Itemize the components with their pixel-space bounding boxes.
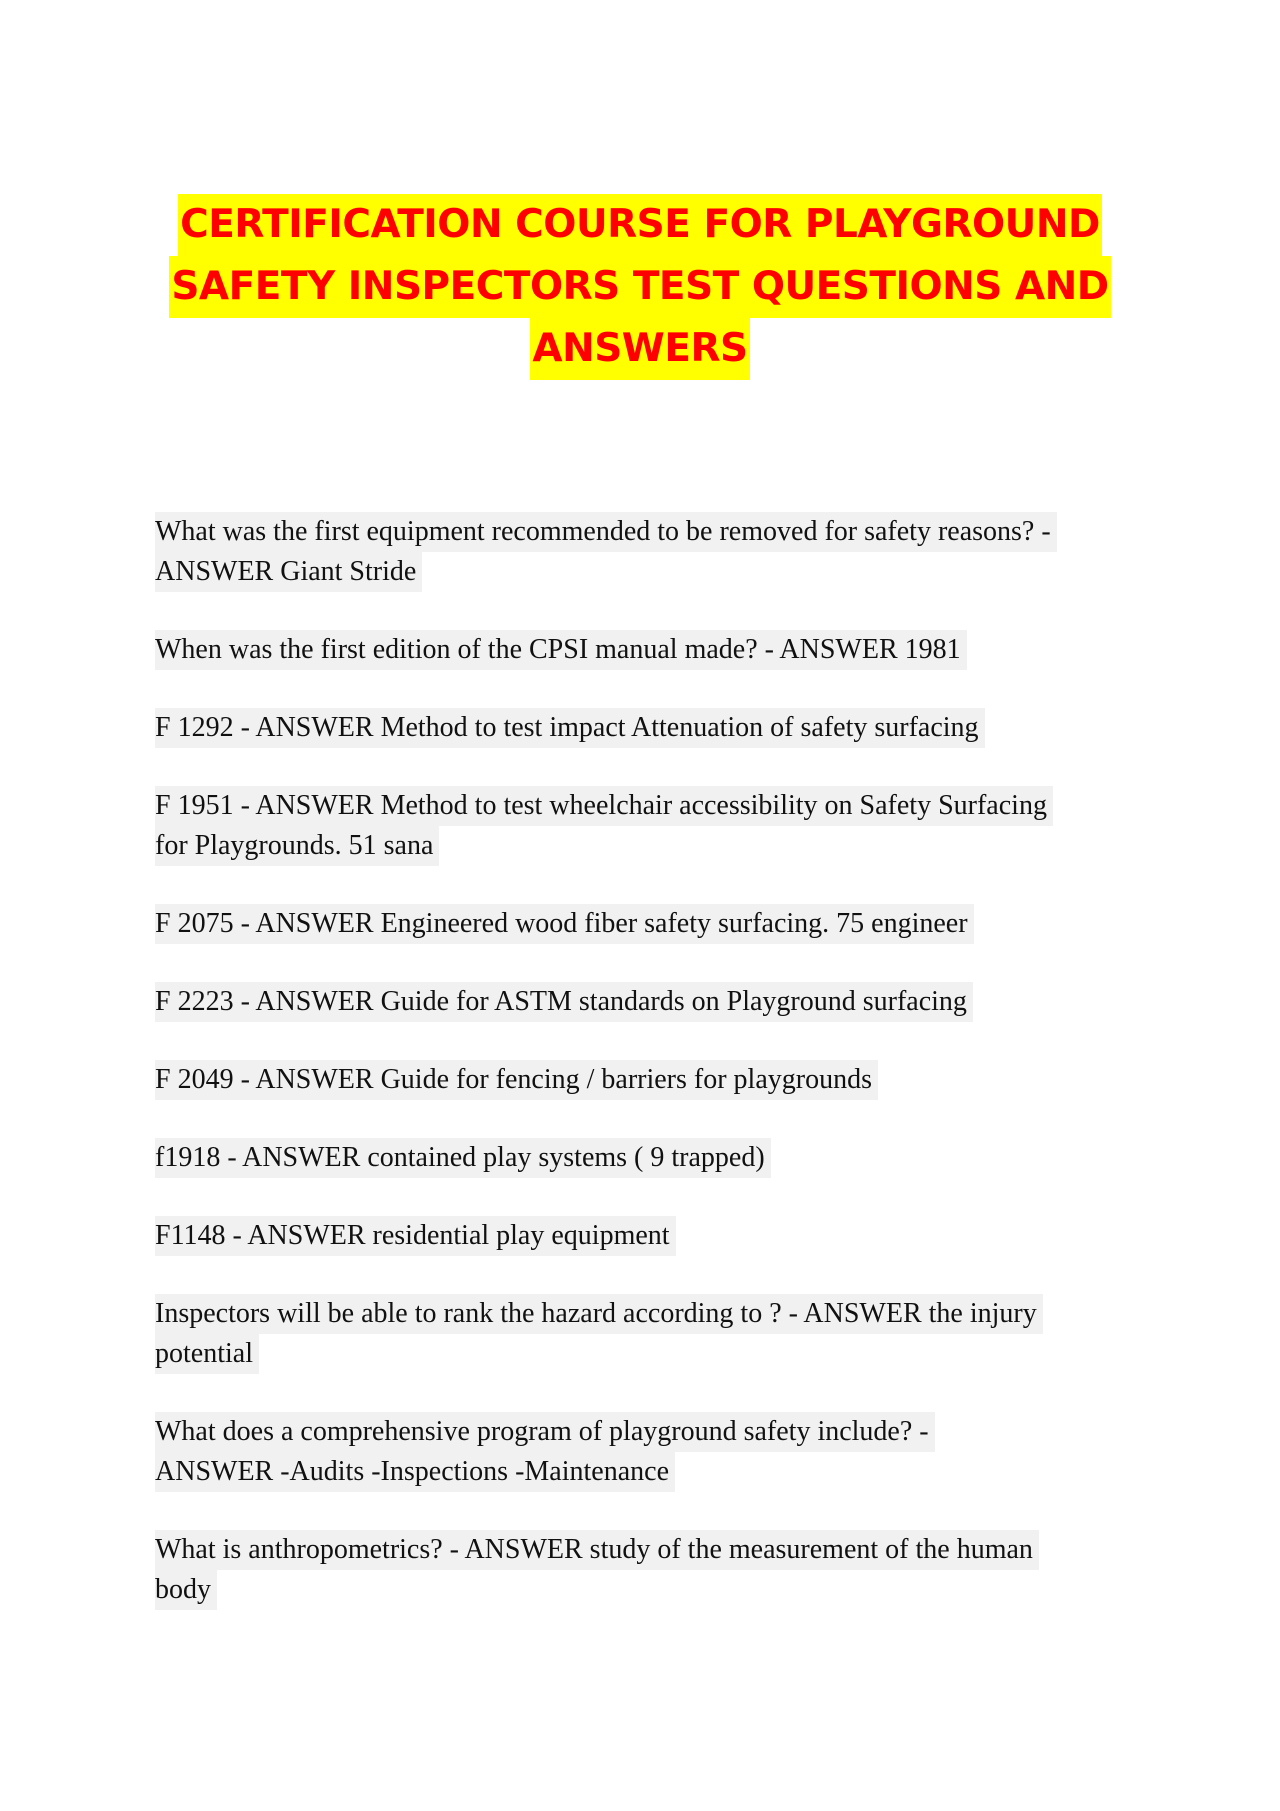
- qa-item-12: [155, 1530, 1135, 1610]
- qa-item-8: [155, 1138, 1135, 1178]
- qa-item-11: [155, 1412, 1135, 1492]
- spacer: [155, 866, 1135, 904]
- qa-line: ANSWER -Audits -Inspections -Maintenance: [155, 1452, 675, 1492]
- spacer: [155, 1492, 1135, 1530]
- spacer: [155, 748, 1135, 786]
- qa-item-1: [155, 512, 1135, 592]
- spacer: [155, 1374, 1135, 1412]
- qa-item-5: [155, 904, 1135, 944]
- qa-item-7: [155, 1060, 1135, 1100]
- spacer: [155, 1022, 1135, 1060]
- qa-line: F1148 - ANSWER residential play equipment: [155, 1216, 676, 1256]
- qa-line: Inspectors will be able to rank the hazard according to ? - ANSWER the injury: [155, 1294, 1043, 1334]
- qa-item-10: [155, 1294, 1135, 1374]
- qa-line: for Playgrounds. 51 sana: [155, 826, 439, 866]
- qa-line: f1918 - ANSWER contained play systems ( 9 trapped): [155, 1138, 771, 1178]
- qa-line: F 2223 - ANSWER Guide for ASTM standards on Playground surfacing: [155, 982, 973, 1022]
- title-line-3: ANSWERS: [530, 318, 749, 380]
- qa-line: F 1292 - ANSWER Method to test impact Attenuation of safety surfacing: [155, 708, 985, 748]
- qa-line: What was the first equipment recommended to be removed for safety reasons? -: [155, 512, 1057, 552]
- qa-line: ANSWER Giant Stride: [155, 552, 422, 592]
- spacer: [155, 1256, 1135, 1294]
- qa-item-3: [155, 708, 1135, 748]
- spacer: [155, 1178, 1135, 1216]
- spacer: [155, 944, 1135, 982]
- qa-item-9: [155, 1216, 1135, 1256]
- qa-line: F 2075 - ANSWER Engineered wood fiber safety surfacing. 75 engineer: [155, 904, 974, 944]
- title-line-1: CERTIFICATION COURSE FOR PLAYGROUND: [178, 194, 1102, 256]
- document-title: [150, 194, 1130, 380]
- qa-line: F 2049 - ANSWER Guide for fencing / barriers for playgrounds: [155, 1060, 878, 1100]
- qa-line: What is anthropometrics? - ANSWER study of the measurement of the human: [155, 1530, 1039, 1570]
- qa-item-6: [155, 982, 1135, 1022]
- qa-line: F 1951 - ANSWER Method to test wheelchair accessibility on Safety Surfacing: [155, 786, 1053, 826]
- qa-line: body: [155, 1570, 217, 1610]
- qa-line: potential: [155, 1334, 259, 1374]
- title-line-2: SAFETY INSPECTORS TEST QUESTIONS AND: [169, 256, 1110, 318]
- qa-line: What does a comprehensive program of playground safety include? -: [155, 1412, 935, 1452]
- qa-item-2: [155, 630, 1135, 670]
- spacer: [155, 592, 1135, 630]
- qa-list: [155, 512, 1135, 1610]
- qa-line: When was the first edition of the CPSI manual made? - ANSWER 1981: [155, 630, 967, 670]
- qa-item-4: [155, 786, 1135, 866]
- spacer: [155, 1100, 1135, 1138]
- spacer: [155, 670, 1135, 708]
